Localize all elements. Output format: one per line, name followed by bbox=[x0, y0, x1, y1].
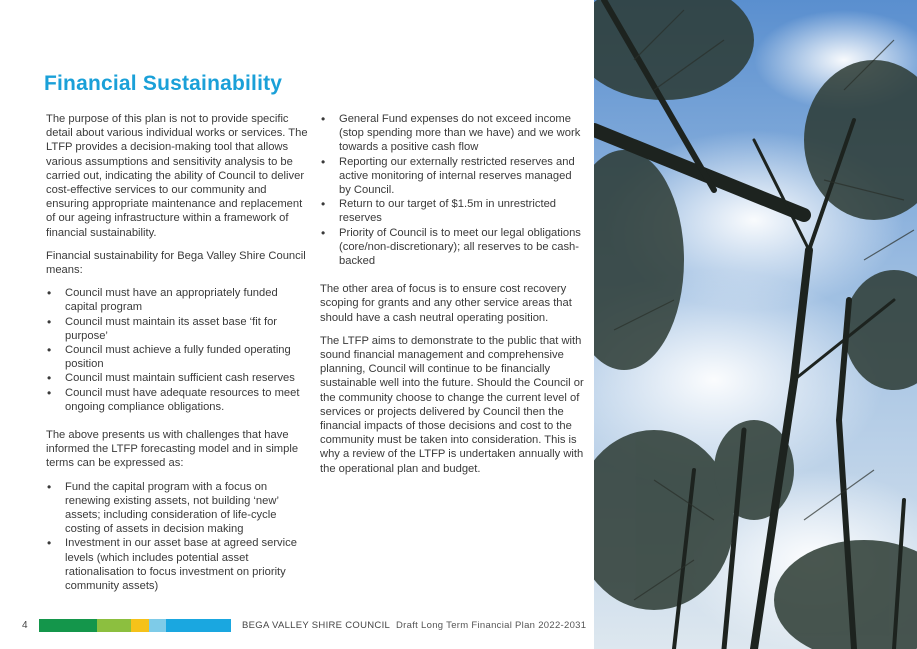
forest-canopy-photo bbox=[594, 0, 917, 649]
list-item: • Fund the capital program with a focus on renewing existing assets, not building ‘new’ assets; including consideration of life-cycle costing of assets in decision making bbox=[46, 480, 310, 537]
color-segment-lime bbox=[97, 619, 131, 632]
list-item: • Priority of Council is to meet our legal obligations (core/non-discretionary); all reserves to be cash-backed bbox=[320, 226, 584, 269]
left-column bbox=[46, 112, 310, 607]
right-column bbox=[320, 112, 584, 485]
challenges-list-continued bbox=[320, 112, 584, 268]
sustainability-list bbox=[46, 286, 310, 414]
color-segment-green bbox=[39, 619, 97, 632]
page-number: 4 bbox=[22, 620, 28, 631]
list-item: • Investment in our asset base at agreed service levels (which includes potential asset rationalisation to focus investment on priority community assets) bbox=[46, 536, 310, 593]
intro-paragraph: The purpose of this plan is not to provide specific detail about various individual works or services. The LTFP provides a decision-making tool that allows various assumptions and sensitivity analysis to be carried out, indicating the ability of Council to deliver cost-effective services to our community and ensuring appropriate maintenance and replacement of our ageing infrastructure within a framework of financial sustainability. bbox=[46, 113, 308, 239]
list-item: • Council must achieve a fully funded operating position bbox=[46, 343, 310, 371]
footer-org: BEGA VALLEY SHIRE COUNCIL bbox=[242, 620, 391, 631]
challenges-paragraph: The above presents us with challenges that have informed the LTFP forecasting model and in simple terms can be expressed as: bbox=[46, 429, 299, 470]
footer-color-bar bbox=[39, 619, 231, 632]
list-item: • General Fund expenses do not exceed income (stop spending more than we have) and we work towards a positive cash flow bbox=[320, 112, 584, 155]
list-item: • Reporting our externally restricted reserves and active monitoring of internal reserves managed by Council. bbox=[320, 155, 584, 198]
color-segment-lightblue bbox=[149, 619, 166, 632]
sustainability-definition: Financial sustainability for Bega Valley Shire Council means: bbox=[46, 249, 306, 277]
cost-recovery-paragraph: The other area of focus is to ensure cost recovery scoping for grants and any other service areas that should have a cash neutral operating position. bbox=[320, 283, 572, 324]
footer-doc-title: Draft Long Term Financial Plan 2022-2031 bbox=[396, 620, 587, 631]
list-item: • Council must maintain sufficient cash reserves bbox=[46, 371, 310, 385]
list-item: • Return to our target of $1.5m in unrestricted reserves bbox=[320, 197, 584, 225]
list-item: • Council must have adequate resources to meet ongoing compliance obligations. bbox=[46, 386, 310, 414]
color-segment-yellow bbox=[131, 619, 149, 632]
list-item: • Council must have an appropriately funded capital program bbox=[46, 286, 310, 314]
list-item: • Council must maintain its asset base ‘fit for purpose’ bbox=[46, 315, 310, 343]
color-segment-blue bbox=[166, 619, 231, 632]
ltfp-aims-paragraph: The LTFP aims to demonstrate to the public that with sound financial management and comprehensive planning, Council will continue to be financially sustainable well into the future. Should the Council or the community choose to change the current level of services or projects delivered by Council then the financial impacts of those decisions and cost to the community must be taken into consideration. This is why a review of the LTFP is undertaken annually with the operational plan and budget. bbox=[320, 334, 584, 475]
challenges-list bbox=[46, 480, 310, 594]
footer-caption bbox=[242, 620, 586, 631]
page-title: Financial Sustainability bbox=[44, 72, 283, 95]
